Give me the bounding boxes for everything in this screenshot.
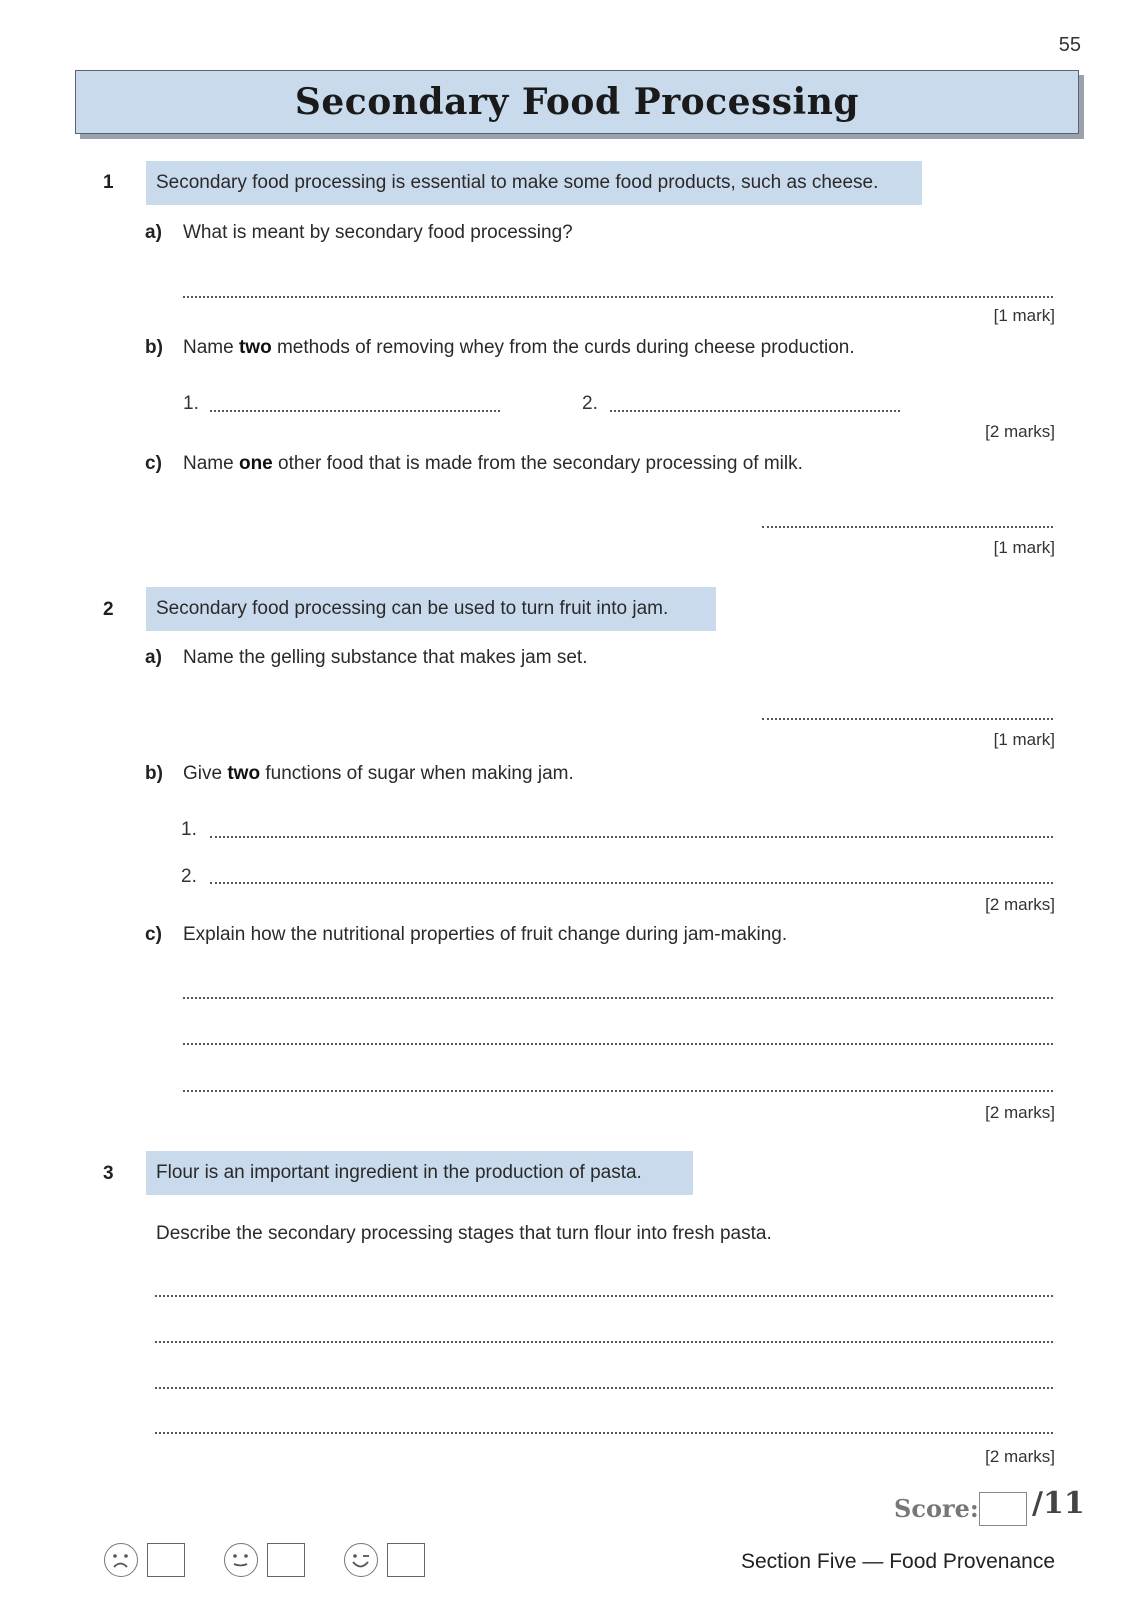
mark-label: [2 marks] (985, 895, 1055, 914)
mark-label: [2 marks] (985, 1103, 1055, 1122)
mark-label: [2 marks] (985, 1447, 1055, 1466)
section-footer: Section Five — Food Provenance (741, 1550, 1055, 1573)
page-title: Secondary Food Processing (294, 81, 860, 123)
question-text: What is meant by secondary food processing? (183, 222, 573, 243)
answer-line[interactable] (155, 1341, 1053, 1343)
answer-line[interactable] (210, 410, 500, 412)
neutral-face-icon (224, 1543, 258, 1577)
question-text: Name the gelling substance that makes jam set. (183, 647, 588, 668)
question-number-3: 3 (103, 1163, 114, 1184)
answer-line[interactable] (210, 836, 1053, 838)
score-total: /11 (1032, 1486, 1085, 1521)
question-2-intro: Secondary food processing can be used to turn fruit into jam. (146, 587, 716, 631)
answer-line[interactable] (155, 1295, 1053, 1297)
happy-tick-box[interactable] (387, 1543, 425, 1577)
answer-line[interactable] (183, 1090, 1053, 1092)
answer-number-2: 2. (582, 393, 598, 414)
part-letter: a) (145, 222, 162, 243)
page-number: 55 (1058, 34, 1081, 56)
part-letter: b) (145, 763, 163, 784)
question-text: Describe the secondary processing stages that turn flour into fresh pasta. (156, 1223, 772, 1244)
answer-line[interactable] (183, 296, 1053, 298)
mark-label: [1 mark] (993, 306, 1055, 325)
question-text: Name two methods of removing whey from the curds during cheese production. (183, 337, 855, 358)
answer-line[interactable] (210, 882, 1053, 884)
question-number-2: 2 (103, 599, 114, 620)
question-1-intro: Secondary food processing is essential to make some food products, such as cheese. (146, 161, 922, 205)
question-text: Give two functions of sugar when making jam. (183, 763, 574, 784)
neutral-tick-box[interactable] (267, 1543, 305, 1577)
sad-face-icon (104, 1543, 138, 1577)
mark-label: [1 mark] (993, 730, 1055, 749)
part-letter: c) (145, 453, 162, 474)
answer-line[interactable] (183, 1043, 1053, 1045)
question-text: Explain how the nutritional properties of fruit change during jam-making. (183, 924, 788, 945)
answer-number-2: 2. (181, 866, 197, 887)
question-number-1: 1 (103, 172, 114, 193)
title-banner (75, 70, 1079, 134)
sad-tick-box[interactable] (147, 1543, 185, 1577)
answer-line[interactable] (762, 526, 1053, 528)
part-letter: b) (145, 337, 163, 358)
part-letter: a) (145, 647, 162, 668)
answer-line[interactable] (610, 410, 900, 412)
answer-line[interactable] (155, 1387, 1053, 1389)
score-box[interactable] (979, 1492, 1027, 1526)
score-label: Score: (894, 1494, 979, 1523)
mark-label: [2 marks] (985, 422, 1055, 441)
happy-face-icon (344, 1543, 378, 1577)
answer-line[interactable] (183, 997, 1053, 999)
answer-number-1: 1. (181, 819, 197, 840)
answer-number-1: 1. (183, 393, 199, 414)
mark-label: [1 mark] (993, 538, 1055, 557)
question-3-intro: Flour is an important ingredient in the production of pasta. (146, 1151, 693, 1195)
answer-line[interactable] (155, 1432, 1053, 1434)
part-letter: c) (145, 924, 162, 945)
answer-line[interactable] (762, 718, 1053, 720)
question-text: Name one other food that is made from the secondary processing of milk. (183, 453, 803, 474)
